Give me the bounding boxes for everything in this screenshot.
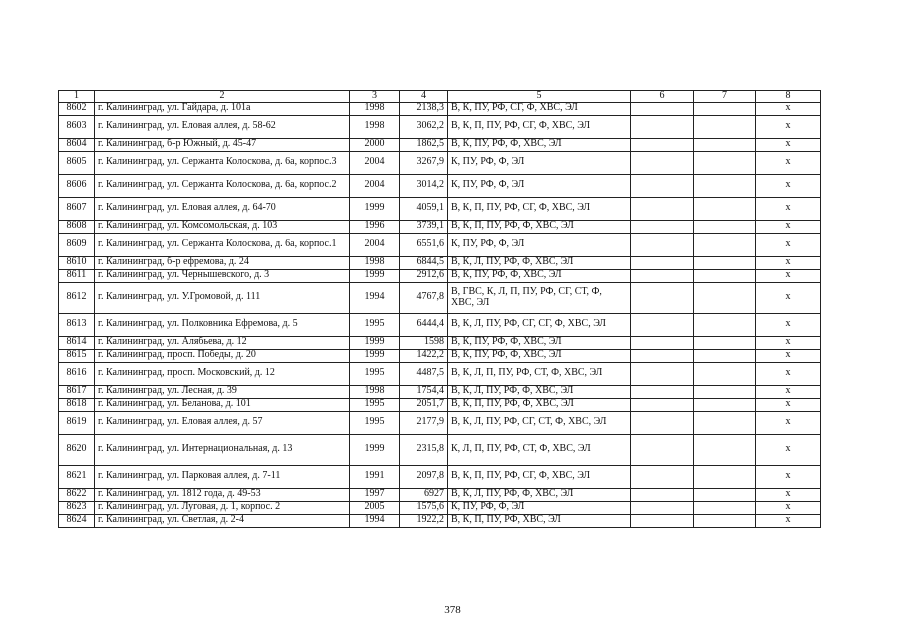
utilities-cell: К, ПУ, РФ, Ф, ЭЛ (448, 233, 631, 256)
row-id: 8621 (59, 465, 95, 488)
table-row (59, 220, 821, 233)
utilities-cell: В, К, П, ПУ, РФ, Ф, ХВС, ЭЛ (448, 398, 631, 411)
table-row (59, 336, 821, 349)
area-cell: 1598 (400, 336, 448, 349)
table-row (59, 514, 821, 527)
area-cell: 6844,5 (400, 256, 448, 269)
column-6-cell (631, 411, 694, 434)
column-8-cell: х (756, 398, 821, 411)
column-7-cell (694, 411, 756, 434)
utilities-cell: В, К, П, ПУ, РФ, СГ, Ф, ХВС, ЭЛ (448, 115, 631, 138)
year-cell: 1998 (350, 256, 400, 269)
table-row (59, 434, 821, 465)
column-6-cell (631, 115, 694, 138)
column-8-cell: х (756, 434, 821, 465)
column-7-cell (694, 102, 756, 115)
area-cell: 1754,4 (400, 385, 448, 398)
column-7-cell (694, 151, 756, 174)
column-6-cell (631, 313, 694, 336)
area-cell: 2315,8 (400, 434, 448, 465)
row-id: 8612 (59, 282, 95, 313)
column-6-cell (631, 349, 694, 362)
area-cell: 2097,8 (400, 465, 448, 488)
address-cell: г. Калининград, ул. У.Громовой, д. 111 (95, 282, 350, 313)
table-row (59, 501, 821, 514)
area-cell: 2912,6 (400, 269, 448, 282)
column-8-cell: х (756, 256, 821, 269)
row-id: 8605 (59, 151, 95, 174)
column-7-cell (694, 174, 756, 197)
year-cell: 1999 (350, 197, 400, 220)
table-row (59, 313, 821, 336)
column-7-cell (694, 138, 756, 151)
area-cell: 2177,9 (400, 411, 448, 434)
column-6-cell (631, 102, 694, 115)
area-cell: 3739,1 (400, 220, 448, 233)
table-row (59, 102, 821, 115)
row-id: 8615 (59, 349, 95, 362)
table-row (59, 349, 821, 362)
table-row (59, 282, 821, 313)
column-8-cell: х (756, 138, 821, 151)
column-number-row (59, 91, 821, 103)
column-8-cell: х (756, 349, 821, 362)
column-7-cell (694, 349, 756, 362)
address-cell: г. Калининград, ул. Полковника Ефремова, д. 5 (95, 313, 350, 336)
column-6-cell (631, 336, 694, 349)
year-cell: 1997 (350, 488, 400, 501)
area-cell: 1575,6 (400, 501, 448, 514)
column-7-cell (694, 465, 756, 488)
row-id: 8616 (59, 362, 95, 385)
column-8-cell: х (756, 151, 821, 174)
utilities-cell: В, К, Л, П, ПУ, РФ, СТ, Ф, ХВС, ЭЛ (448, 362, 631, 385)
year-cell: 1996 (350, 220, 400, 233)
area-cell: 2138,3 (400, 102, 448, 115)
utilities-cell: В, К, Л, ПУ, РФ, Ф, ХВС, ЭЛ (448, 488, 631, 501)
row-id: 8624 (59, 514, 95, 527)
column-8-cell: х (756, 465, 821, 488)
column-8-cell: х (756, 115, 821, 138)
table-row (59, 197, 821, 220)
row-id: 8613 (59, 313, 95, 336)
column-6-cell (631, 465, 694, 488)
year-cell: 1999 (350, 336, 400, 349)
address-cell: г. Калининград, ул. Еловая аллея, д. 57 (95, 411, 350, 434)
year-cell: 1991 (350, 465, 400, 488)
table-row (59, 465, 821, 488)
table-row (59, 151, 821, 174)
row-id: 8620 (59, 434, 95, 465)
year-cell: 1998 (350, 115, 400, 138)
column-7-cell (694, 385, 756, 398)
area-cell: 6444,4 (400, 313, 448, 336)
utilities-cell: В, К, Л, ПУ, РФ, Ф, ХВС, ЭЛ (448, 256, 631, 269)
year-cell: 1998 (350, 102, 400, 115)
utilities-cell: В, К, П, ПУ, РФ, СГ, Ф, ХВС, ЭЛ (448, 465, 631, 488)
column-8-cell: х (756, 102, 821, 115)
table-row (59, 115, 821, 138)
row-id: 8606 (59, 174, 95, 197)
utilities-cell: В, К, П, ПУ, РФ, ХВС, ЭЛ (448, 514, 631, 527)
year-cell: 1998 (350, 385, 400, 398)
address-cell: г. Калининград, просп. Победы, д. 20 (95, 349, 350, 362)
column-number: 8 (756, 91, 821, 103)
year-cell: 1999 (350, 269, 400, 282)
column-6-cell (631, 233, 694, 256)
year-cell: 1995 (350, 411, 400, 434)
year-cell: 2000 (350, 138, 400, 151)
column-6-cell (631, 174, 694, 197)
year-cell: 2005 (350, 501, 400, 514)
registry-table (58, 90, 821, 528)
area-cell: 4767,8 (400, 282, 448, 313)
column-6-cell (631, 220, 694, 233)
area-cell: 1862,5 (400, 138, 448, 151)
row-id: 8609 (59, 233, 95, 256)
address-cell: г. Калининград, ул. Светлая, д. 2-4 (95, 514, 350, 527)
year-cell: 2004 (350, 233, 400, 256)
column-6-cell (631, 362, 694, 385)
address-cell: г. Калининград, ул. Еловая аллея, д. 58-62 (95, 115, 350, 138)
table-row (59, 174, 821, 197)
year-cell: 2004 (350, 151, 400, 174)
utilities-cell: В, ГВС, К, Л, П, ПУ, РФ, СГ, СТ, Ф, ХВС, ЭЛ (448, 282, 631, 313)
area-cell: 3062,2 (400, 115, 448, 138)
row-id: 8618 (59, 398, 95, 411)
column-6-cell (631, 138, 694, 151)
column-6-cell (631, 197, 694, 220)
address-cell: г. Калининград, ул. Луговая, д. 1, корпос. 2 (95, 501, 350, 514)
column-8-cell: х (756, 488, 821, 501)
column-8-cell: х (756, 362, 821, 385)
area-cell: 4059,1 (400, 197, 448, 220)
year-cell: 2004 (350, 174, 400, 197)
area-cell: 4487,5 (400, 362, 448, 385)
row-id: 8610 (59, 256, 95, 269)
area-cell: 6927 (400, 488, 448, 501)
year-cell: 1999 (350, 349, 400, 362)
column-7-cell (694, 488, 756, 501)
row-id: 8619 (59, 411, 95, 434)
column-8-cell: х (756, 514, 821, 527)
column-7-cell (694, 362, 756, 385)
column-7-cell (694, 282, 756, 313)
utilities-cell: В, К, Л, ПУ, РФ, СГ, СГ, Ф, ХВС, ЭЛ (448, 313, 631, 336)
column-6-cell (631, 434, 694, 465)
year-cell: 1994 (350, 282, 400, 313)
column-7-cell (694, 220, 756, 233)
table-row (59, 256, 821, 269)
row-id: 8617 (59, 385, 95, 398)
column-8-cell: х (756, 385, 821, 398)
row-id: 8608 (59, 220, 95, 233)
utilities-cell: К, ПУ, РФ, Ф, ЭЛ (448, 174, 631, 197)
column-6-cell (631, 385, 694, 398)
table-row (59, 233, 821, 256)
row-id: 8622 (59, 488, 95, 501)
column-8-cell: х (756, 197, 821, 220)
utilities-cell: В, К, ПУ, РФ, СГ, Ф, ХВС, ЭЛ (448, 102, 631, 115)
column-6-cell (631, 282, 694, 313)
utilities-cell: В, К, ПУ, РФ, Ф, ХВС, ЭЛ (448, 336, 631, 349)
row-id: 8614 (59, 336, 95, 349)
column-7-cell (694, 336, 756, 349)
table-body (59, 91, 821, 528)
address-cell: г. Калининград, ул. Алябьева, д. 12 (95, 336, 350, 349)
address-cell: г. Калининград, ул. Беланова, д. 101 (95, 398, 350, 411)
column-7-cell (694, 233, 756, 256)
column-8-cell: х (756, 313, 821, 336)
column-8-cell: х (756, 411, 821, 434)
area-cell: 6551,6 (400, 233, 448, 256)
column-6-cell (631, 269, 694, 282)
column-number: 2 (95, 91, 350, 103)
area-cell: 1922,2 (400, 514, 448, 527)
column-6-cell (631, 256, 694, 269)
column-7-cell (694, 514, 756, 527)
table-row (59, 411, 821, 434)
utilities-cell: В, К, П, ПУ, РФ, СГ, Ф, ХВС, ЭЛ (448, 197, 631, 220)
row-id: 8602 (59, 102, 95, 115)
address-cell: г. Калининград, ул. Парковая аллея, д. 7-11 (95, 465, 350, 488)
table-row (59, 138, 821, 151)
column-6-cell (631, 501, 694, 514)
area-cell: 1422,2 (400, 349, 448, 362)
column-7-cell (694, 197, 756, 220)
address-cell: г. Калининград, ул. Сержанта Колоскова, д. 6а, корпос.1 (95, 233, 350, 256)
column-6-cell (631, 488, 694, 501)
year-cell: 1995 (350, 398, 400, 411)
column-7-cell (694, 313, 756, 336)
column-8-cell: х (756, 336, 821, 349)
column-7-cell (694, 398, 756, 411)
column-8-cell: х (756, 269, 821, 282)
column-8-cell: х (756, 174, 821, 197)
address-cell: г. Калининград, ул. Сержанта Колоскова, д. 6а, корпос.2 (95, 174, 350, 197)
row-id: 8611 (59, 269, 95, 282)
column-number: 3 (350, 91, 400, 103)
year-cell: 1999 (350, 434, 400, 465)
address-cell: г. Калининград, ул. Гайдара, д. 101а (95, 102, 350, 115)
area-cell: 3014,2 (400, 174, 448, 197)
table-row (59, 385, 821, 398)
utilities-cell: К, ПУ, РФ, Ф, ЭЛ (448, 151, 631, 174)
address-cell: г. Калининград, б-р Южный, д. 45-47 (95, 138, 350, 151)
utilities-cell: В, К, Л, ПУ, РФ, СГ, СТ, Ф, ХВС, ЭЛ (448, 411, 631, 434)
utilities-cell: В, К, Л, ПУ, РФ, Ф, ХВС, ЭЛ (448, 385, 631, 398)
column-7-cell (694, 501, 756, 514)
utilities-cell: В, К, ПУ, РФ, Ф, ХВС, ЭЛ (448, 349, 631, 362)
year-cell: 1994 (350, 514, 400, 527)
year-cell: 1995 (350, 362, 400, 385)
utilities-cell: К, Л, П, ПУ, РФ, СТ, Ф, ХВС, ЭЛ (448, 434, 631, 465)
utilities-cell: В, К, П, ПУ, РФ, Ф, ХВС, ЭЛ (448, 220, 631, 233)
table-row (59, 398, 821, 411)
column-8-cell: х (756, 282, 821, 313)
address-cell: г. Калининград, ул. Сержанта Колоскова, д. 6а, корпос.3 (95, 151, 350, 174)
column-6-cell (631, 398, 694, 411)
address-cell: г. Калининград, ул. Чернышевского, д. 3 (95, 269, 350, 282)
area-cell: 2051,7 (400, 398, 448, 411)
column-number: 5 (448, 91, 631, 103)
column-6-cell (631, 151, 694, 174)
address-cell: г. Калининград, б-р ефремова, д. 24 (95, 256, 350, 269)
address-cell: г. Калининград, ул. Лесная, д. 39 (95, 385, 350, 398)
column-number: 1 (59, 91, 95, 103)
table-row (59, 269, 821, 282)
row-id: 8623 (59, 501, 95, 514)
column-8-cell: х (756, 233, 821, 256)
area-cell: 3267,9 (400, 151, 448, 174)
year-cell: 1995 (350, 313, 400, 336)
utilities-cell: К, ПУ, РФ, Ф, ЭЛ (448, 501, 631, 514)
table-row (59, 488, 821, 501)
column-7-cell (694, 115, 756, 138)
column-number: 6 (631, 91, 694, 103)
address-cell: г. Калининград, ул. Комсомольская, д. 103 (95, 220, 350, 233)
row-id: 8607 (59, 197, 95, 220)
row-id: 8604 (59, 138, 95, 151)
address-cell: г. Калининград, ул. Интернациональная, д. 13 (95, 434, 350, 465)
address-cell: г. Калининград, ул. 1812 года, д. 49-53 (95, 488, 350, 501)
column-8-cell: х (756, 501, 821, 514)
utilities-cell: В, К, ПУ, РФ, Ф, ХВС, ЭЛ (448, 269, 631, 282)
column-7-cell (694, 256, 756, 269)
column-number: 4 (400, 91, 448, 103)
table-row (59, 362, 821, 385)
column-number: 7 (694, 91, 756, 103)
column-8-cell: х (756, 220, 821, 233)
column-7-cell (694, 434, 756, 465)
column-6-cell (631, 514, 694, 527)
address-cell: г. Калининград, ул. Еловая аллея, д. 64-70 (95, 197, 350, 220)
address-cell: г. Калининград, просп. Московский, д. 12 (95, 362, 350, 385)
row-id: 8603 (59, 115, 95, 138)
utilities-cell: В, К, ПУ, РФ, Ф, ХВС, ЭЛ (448, 138, 631, 151)
page-number: 378 (444, 604, 461, 616)
column-7-cell (694, 269, 756, 282)
